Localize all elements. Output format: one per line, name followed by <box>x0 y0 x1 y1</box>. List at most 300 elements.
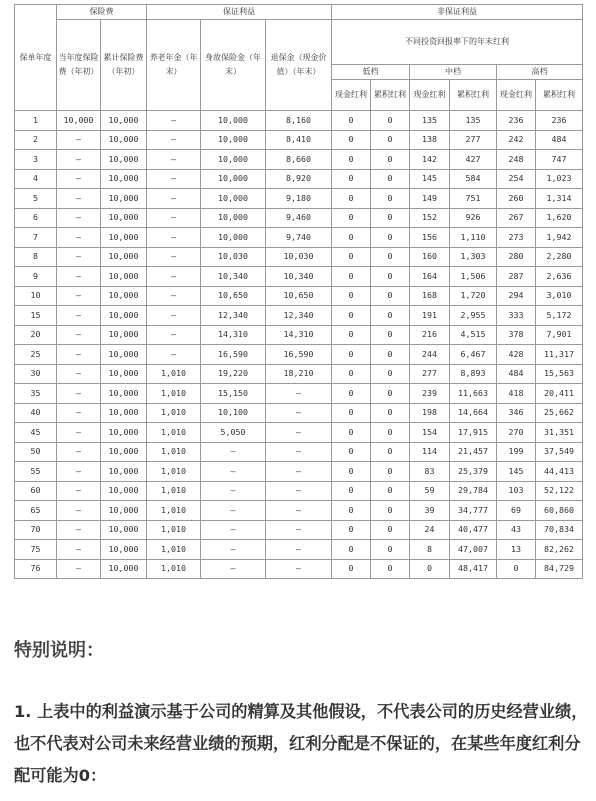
table-cell: 0 <box>332 189 371 209</box>
header-high-cash-dividend: 现金红利 <box>497 80 536 111</box>
table-cell: 280 <box>497 247 536 267</box>
table-cell: 10,100 <box>201 403 266 423</box>
table-cell: 1 <box>15 111 57 131</box>
table-cell: – <box>147 286 201 306</box>
table-cell: – <box>147 150 201 170</box>
table-cell: 10,000 <box>201 111 266 131</box>
table-cell: 75 <box>15 540 57 560</box>
table-cell: – <box>147 130 201 150</box>
table-cell: 8,893 <box>450 364 497 384</box>
table-cell: – <box>201 462 266 482</box>
table-cell: – <box>147 189 201 209</box>
table-cell: 10,000 <box>101 189 147 209</box>
table-cell: 9,740 <box>266 228 332 248</box>
table-cell: – <box>57 247 101 267</box>
table-row <box>15 189 583 209</box>
table-cell: 8,160 <box>266 111 332 131</box>
table-cell: 8,660 <box>266 150 332 170</box>
header-guaranteed-group: 保证利益 <box>147 5 332 20</box>
table-cell: 0 <box>332 559 371 579</box>
table-cell: – <box>266 501 332 521</box>
table-cell: 198 <box>410 403 450 423</box>
table-row <box>15 462 583 482</box>
table-cell: 10,000 <box>101 325 147 345</box>
table-cell: 10,000 <box>201 150 266 170</box>
table-cell: – <box>57 189 101 209</box>
table-cell: 21,457 <box>450 442 497 462</box>
table-cell: – <box>57 325 101 345</box>
table-cell: 2,955 <box>450 306 497 326</box>
table-cell: 1,010 <box>147 403 201 423</box>
table-cell: 236 <box>536 111 583 131</box>
table-cell: 287 <box>497 267 536 287</box>
table-cell: 1,010 <box>147 520 201 540</box>
table-cell: 8,410 <box>266 130 332 150</box>
table-cell: 37,549 <box>536 442 583 462</box>
table-cell: 30 <box>15 364 57 384</box>
table-cell: 926 <box>450 208 497 228</box>
table-cell: 378 <box>497 325 536 345</box>
table-cell: – <box>147 169 201 189</box>
table-cell: 84,729 <box>536 559 583 579</box>
table-cell: 0 <box>371 462 410 482</box>
table-cell: 747 <box>536 150 583 170</box>
table-cell: – <box>266 403 332 423</box>
table-cell: 69 <box>497 501 536 521</box>
table-cell: 277 <box>410 364 450 384</box>
header-high-scenario: 高档 <box>497 65 583 80</box>
benefit-illustration-table <box>14 4 583 579</box>
table-cell: 273 <box>497 228 536 248</box>
table-cell: 35 <box>15 384 57 404</box>
table-cell: 9,460 <box>266 208 332 228</box>
table-cell: 0 <box>371 228 410 248</box>
header-policy-year: 保单年度 <box>15 5 57 111</box>
table-cell: 156 <box>410 228 450 248</box>
table-cell: 6 <box>15 208 57 228</box>
header-premium-group: 保险费 <box>57 5 147 20</box>
table-cell: 427 <box>450 150 497 170</box>
table-cell: 1,720 <box>450 286 497 306</box>
table-cell: 751 <box>450 189 497 209</box>
table-cell: 0 <box>371 520 410 540</box>
table-cell: 0 <box>332 442 371 462</box>
table-cell: 0 <box>332 403 371 423</box>
table-cell: – <box>266 559 332 579</box>
table-cell: 10,000 <box>201 189 266 209</box>
table-cell: 236 <box>497 111 536 131</box>
table-row <box>15 559 583 579</box>
table-cell: – <box>266 540 332 560</box>
table-cell: 10,000 <box>101 345 147 365</box>
table-cell: – <box>57 267 101 287</box>
table-cell: 10,000 <box>101 501 147 521</box>
table-cell: 0 <box>371 345 410 365</box>
table-cell: – <box>57 403 101 423</box>
table-cell: – <box>201 481 266 501</box>
table-cell: 15 <box>15 306 57 326</box>
table-cell: – <box>57 520 101 540</box>
table-cell: – <box>201 540 266 560</box>
table-cell: 10 <box>15 286 57 306</box>
table-cell: – <box>147 228 201 248</box>
table-cell: 0 <box>371 150 410 170</box>
table-cell: 10,030 <box>201 247 266 267</box>
header-high-accumulated-dividend: 累积红利 <box>536 80 583 111</box>
table-cell: 1,010 <box>147 423 201 443</box>
table-cell: 10,000 <box>101 540 147 560</box>
table-cell: – <box>57 364 101 384</box>
table-cell: 0 <box>371 384 410 404</box>
table-cell: 267 <box>497 208 536 228</box>
table-cell: – <box>57 442 101 462</box>
table-row <box>15 130 583 150</box>
table-cell: – <box>57 169 101 189</box>
table-cell: 25,662 <box>536 403 583 423</box>
table-cell: – <box>57 462 101 482</box>
table-cell: 1,110 <box>450 228 497 248</box>
table-cell: 1,010 <box>147 540 201 560</box>
table-cell: 0 <box>371 247 410 267</box>
table-cell: 2,280 <box>536 247 583 267</box>
table-cell: 145 <box>497 462 536 482</box>
table-cell: 4,515 <box>450 325 497 345</box>
table-cell: 10,000 <box>101 208 147 228</box>
table-row <box>15 520 583 540</box>
table-cell: 103 <box>497 481 536 501</box>
table-cell: 0 <box>371 208 410 228</box>
table-cell: 0 <box>332 111 371 131</box>
table-row <box>15 481 583 501</box>
table-cell: 13 <box>497 540 536 560</box>
table-cell: – <box>57 286 101 306</box>
table-cell: 239 <box>410 384 450 404</box>
table-cell: 9,180 <box>266 189 332 209</box>
table-cell: 114 <box>410 442 450 462</box>
table-cell: 0 <box>332 540 371 560</box>
table-cell: 0 <box>371 189 410 209</box>
table-cell: 60,860 <box>536 501 583 521</box>
header-dividend-scenario: 不同投资回报率下的年末红利 <box>332 20 583 65</box>
table-row <box>15 364 583 384</box>
table-cell: – <box>147 267 201 287</box>
table-cell: 199 <box>497 442 536 462</box>
table-cell: 8 <box>15 247 57 267</box>
table-cell: 34,777 <box>450 501 497 521</box>
table-row <box>15 169 583 189</box>
table-cell: 10,000 <box>101 423 147 443</box>
table-cell: 59 <box>410 481 450 501</box>
table-cell: 1,023 <box>536 169 583 189</box>
table-cell: 76 <box>15 559 57 579</box>
table-row <box>15 442 583 462</box>
table-cell: 25 <box>15 345 57 365</box>
header-death-benefit: 身故保险金（年末） <box>201 20 266 111</box>
table-row <box>15 267 583 287</box>
table-cell: – <box>266 423 332 443</box>
table-cell: 18,210 <box>266 364 332 384</box>
table-cell: 333 <box>497 306 536 326</box>
table-cell: 168 <box>410 286 450 306</box>
note-paragraph-1: 1. 上表中的利益演示基于公司的精算及其他假设，不代表公司的历史经营业绩，也不代表对公司未来经营业绩的预期，红利分配是不保证的，在某些年度红利分配可能为0： <box>14 702 588 785</box>
header-low-scenario: 低档 <box>332 65 410 80</box>
table-cell: – <box>201 501 266 521</box>
table-cell: 82,262 <box>536 540 583 560</box>
table-cell: 12,340 <box>266 306 332 326</box>
table-cell: – <box>266 442 332 462</box>
table-cell: 10,000 <box>201 228 266 248</box>
table-cell: 0 <box>332 364 371 384</box>
table-cell: 10,000 <box>101 228 147 248</box>
table-cell: 0 <box>371 111 410 131</box>
table-cell: – <box>147 111 201 131</box>
table-cell: 0 <box>497 559 536 579</box>
table-cell: 5 <box>15 189 57 209</box>
table-cell: 1,314 <box>536 189 583 209</box>
table-cell: 0 <box>371 267 410 287</box>
table-cell: 0 <box>371 540 410 560</box>
table-cell: 10,000 <box>101 442 147 462</box>
table-row <box>15 540 583 560</box>
table-cell: – <box>57 481 101 501</box>
table-cell: 10,000 <box>101 111 147 131</box>
table-cell: 0 <box>410 559 450 579</box>
table-cell: 294 <box>497 286 536 306</box>
header-low-accumulated-dividend: 累积红利 <box>371 80 410 111</box>
table-cell: – <box>266 384 332 404</box>
table-cell: 0 <box>332 169 371 189</box>
table-cell: 0 <box>371 501 410 521</box>
table-cell: 242 <box>497 130 536 150</box>
table-cell: 584 <box>450 169 497 189</box>
header-pension: 养老年金（年末） <box>147 20 201 111</box>
table-cell: 10,650 <box>201 286 266 306</box>
header-mid-accumulated-dividend: 累积红利 <box>450 80 497 111</box>
table-cell: 10,000 <box>201 208 266 228</box>
table-cell: 277 <box>450 130 497 150</box>
table-cell: 10,000 <box>101 267 147 287</box>
table-cell: 0 <box>332 501 371 521</box>
table-cell: – <box>147 306 201 326</box>
table-cell: 1,010 <box>147 501 201 521</box>
table-cell: – <box>147 208 201 228</box>
table-cell: 3 <box>15 150 57 170</box>
table-cell: 10,030 <box>266 247 332 267</box>
table-cell: 0 <box>332 306 371 326</box>
table-cell: 0 <box>371 559 410 579</box>
table-cell: – <box>266 481 332 501</box>
table-cell: 14,664 <box>450 403 497 423</box>
table-cell: 1,010 <box>147 384 201 404</box>
table-cell: 10,000 <box>101 559 147 579</box>
table-cell: – <box>201 559 266 579</box>
table-cell: 418 <box>497 384 536 404</box>
table-cell: 19,220 <box>201 364 266 384</box>
table-cell: 10,000 <box>201 169 266 189</box>
table-cell: 5,172 <box>536 306 583 326</box>
table-cell: 1,010 <box>147 481 201 501</box>
table-cell: – <box>266 520 332 540</box>
table-cell: 20 <box>15 325 57 345</box>
table-cell: 8,920 <box>266 169 332 189</box>
table-cell: 70,834 <box>536 520 583 540</box>
table-row <box>15 111 583 131</box>
table-cell: 10,340 <box>201 267 266 287</box>
table-cell: 10,650 <box>266 286 332 306</box>
table-row <box>15 325 583 345</box>
table-cell: 10,000 <box>101 403 147 423</box>
table-cell: 45 <box>15 423 57 443</box>
table-cell: 14,310 <box>266 325 332 345</box>
table-cell: 0 <box>332 228 371 248</box>
table-cell: 10,000 <box>101 481 147 501</box>
table-cell: – <box>57 208 101 228</box>
table-cell: 10,000 <box>101 150 147 170</box>
header-mid-scenario: 中档 <box>410 65 497 80</box>
table-cell: 149 <box>410 189 450 209</box>
table-cell: – <box>57 540 101 560</box>
table-cell: 8 <box>410 540 450 560</box>
table-cell: – <box>57 501 101 521</box>
table-cell: 0 <box>371 364 410 384</box>
table-cell: – <box>147 247 201 267</box>
table-cell: 10,000 <box>57 111 101 131</box>
table-cell: 16,590 <box>201 345 266 365</box>
table-cell: – <box>57 306 101 326</box>
table-cell: 216 <box>410 325 450 345</box>
table-cell: 31,351 <box>536 423 583 443</box>
table-cell: 428 <box>497 345 536 365</box>
table-cell: 1,010 <box>147 462 201 482</box>
notes-title: 特别说明： <box>14 640 104 661</box>
table-cell: – <box>147 325 201 345</box>
table-cell: 254 <box>497 169 536 189</box>
table-cell: 25,379 <box>450 462 497 482</box>
table-cell: 0 <box>371 169 410 189</box>
table-cell: 43 <box>497 520 536 540</box>
table-cell: 1,010 <box>147 559 201 579</box>
table-cell: 40 <box>15 403 57 423</box>
table-cell: 0 <box>371 423 410 443</box>
table-cell: 0 <box>332 384 371 404</box>
table-cell: 10,000 <box>101 364 147 384</box>
table-cell: 10,340 <box>266 267 332 287</box>
table-cell: 135 <box>450 111 497 131</box>
table-cell: 0 <box>371 286 410 306</box>
table-cell: 0 <box>371 130 410 150</box>
table-cell: 1,010 <box>147 442 201 462</box>
header-nonguaranteed-group: 非保证利益 <box>332 5 583 20</box>
table-cell: 20,411 <box>536 384 583 404</box>
table-cell: 55 <box>15 462 57 482</box>
table-cell: – <box>57 345 101 365</box>
table-cell: 2,636 <box>536 267 583 287</box>
table-cell: – <box>57 130 101 150</box>
table-cell: 1,303 <box>450 247 497 267</box>
table-cell: 83 <box>410 462 450 482</box>
table-cell: 11,663 <box>450 384 497 404</box>
table-cell: 1,506 <box>450 267 497 287</box>
table-cell: 484 <box>536 130 583 150</box>
table-cell: 0 <box>371 442 410 462</box>
table-cell: 0 <box>332 208 371 228</box>
table-cell: 138 <box>410 130 450 150</box>
table-row <box>15 306 583 326</box>
table-cell: 24 <box>410 520 450 540</box>
table-cell: 154 <box>410 423 450 443</box>
table-cell: 10,000 <box>101 306 147 326</box>
table-cell: 10,000 <box>101 169 147 189</box>
table-cell: 0 <box>332 130 371 150</box>
table-cell: 2 <box>15 130 57 150</box>
table-cell: 10,000 <box>101 247 147 267</box>
header-surrender-value: 退保金（现金价值）（年末） <box>266 20 332 111</box>
table-cell: 160 <box>410 247 450 267</box>
table-cell: 70 <box>15 520 57 540</box>
table-cell: 65 <box>15 501 57 521</box>
table-cell: 260 <box>497 189 536 209</box>
table-cell: 29,784 <box>450 481 497 501</box>
table-cell: 0 <box>371 325 410 345</box>
table-cell: 145 <box>410 169 450 189</box>
table-cell: 152 <box>410 208 450 228</box>
table-cell: 60 <box>15 481 57 501</box>
table-cell: 4 <box>15 169 57 189</box>
table-cell: 1,010 <box>147 364 201 384</box>
table-cell: 0 <box>332 462 371 482</box>
table-cell: 52,122 <box>536 481 583 501</box>
table-row <box>15 150 583 170</box>
table-cell: 0 <box>332 286 371 306</box>
header-mid-cash-dividend: 现金红利 <box>410 80 450 111</box>
header-low-cash-dividend: 现金红利 <box>332 80 371 111</box>
table-cell: – <box>266 462 332 482</box>
table-cell: 50 <box>15 442 57 462</box>
table-cell: 40,477 <box>450 520 497 540</box>
table-cell: – <box>201 442 266 462</box>
table-row <box>15 423 583 443</box>
table-cell: 346 <box>497 403 536 423</box>
table-cell: 9 <box>15 267 57 287</box>
table-cell: 39 <box>410 501 450 521</box>
table-row <box>15 403 583 423</box>
table-cell: 5,050 <box>201 423 266 443</box>
table-cell: 164 <box>410 267 450 287</box>
table-cell: – <box>57 559 101 579</box>
table-cell: 248 <box>497 150 536 170</box>
table-cell: 10,000 <box>101 384 147 404</box>
table-cell: 0 <box>332 150 371 170</box>
table-cell: 14,310 <box>201 325 266 345</box>
table-cell: 1,620 <box>536 208 583 228</box>
table-row <box>15 384 583 404</box>
table-cell: 15,563 <box>536 364 583 384</box>
table-cell: – <box>147 345 201 365</box>
table-cell: – <box>57 384 101 404</box>
table-cell: 191 <box>410 306 450 326</box>
table-cell: – <box>201 520 266 540</box>
table-cell: 0 <box>332 423 371 443</box>
table-cell: 3,010 <box>536 286 583 306</box>
table-cell: 10,000 <box>101 130 147 150</box>
table-cell: 0 <box>371 403 410 423</box>
table-cell: 16,590 <box>266 345 332 365</box>
table-cell: 11,317 <box>536 345 583 365</box>
table-cell: 17,915 <box>450 423 497 443</box>
table-row <box>15 208 583 228</box>
table-cell: 44,413 <box>536 462 583 482</box>
table-cell: 0 <box>332 481 371 501</box>
